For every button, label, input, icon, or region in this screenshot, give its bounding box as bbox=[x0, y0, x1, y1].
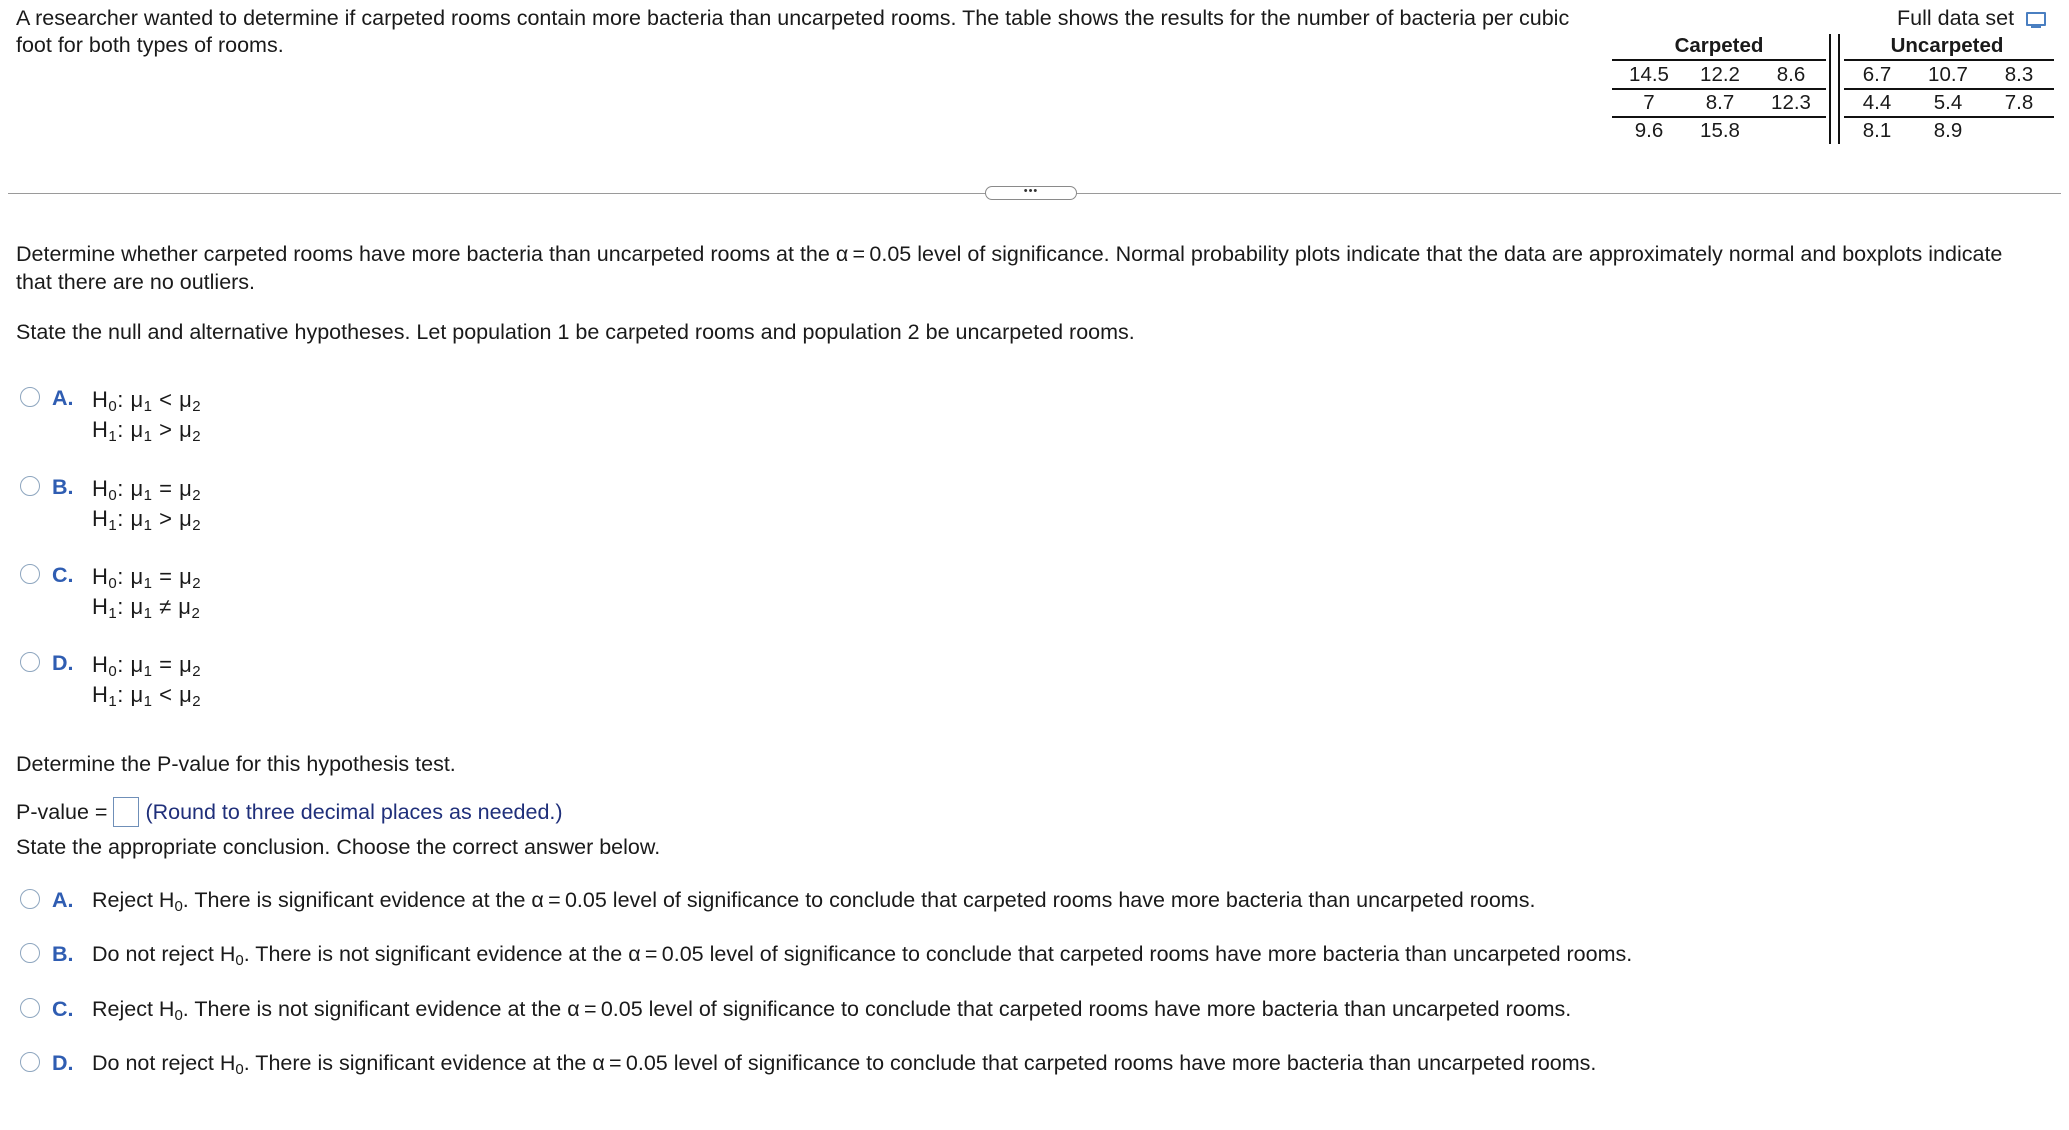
alt-relation: ≠ bbox=[159, 594, 172, 619]
question-text: Determine whether carpeted rooms have more bacteria than uncarpeted rooms at the α = 0.05 level of significance. Normal probability plots indicate that the data are approximately normal and boxplots indicate that there are no outliers. bbox=[16, 242, 2003, 294]
option-text: Do not reject $H_0$. There is significant evidence at the α = 0.05 level of significance to conclude that carpeted rooms have more bacteria than uncarpeted rooms. bbox=[92, 1051, 1597, 1078]
radio-button[interactable] bbox=[20, 943, 40, 963]
table-cell: 12.2 bbox=[1700, 63, 1740, 86]
alt-relation: < bbox=[159, 682, 173, 707]
conclusion-option-b[interactable] bbox=[20, 941, 1632, 967]
radio-button[interactable] bbox=[20, 476, 40, 496]
radio-button[interactable] bbox=[20, 387, 40, 407]
null-relation: = bbox=[159, 476, 173, 501]
option-text: Reject $H_0$. There is not significant evidence at the α = 0.05 level of significance to conclude that carpeted rooms have more bacteria than uncarpeted rooms. bbox=[92, 997, 1572, 1024]
full-data-set-link[interactable] bbox=[1897, 5, 2046, 32]
radio-button[interactable] bbox=[20, 652, 40, 672]
option-letter: C. bbox=[52, 997, 74, 1021]
pvalue-row bbox=[16, 797, 563, 827]
table-rule bbox=[1612, 116, 1826, 118]
option-letter: A. bbox=[52, 386, 74, 410]
table-cell: 9.6 bbox=[1634, 119, 1664, 142]
pvalue-prompt: Determine the P-value for this hypothesis test. bbox=[16, 752, 456, 776]
pvalue-input[interactable] bbox=[113, 797, 139, 827]
table-cell: 8.7 bbox=[1705, 91, 1735, 114]
table-cell: 6.7 bbox=[1862, 63, 1892, 86]
option-letter: B. bbox=[52, 475, 74, 499]
table-cell: 14.5 bbox=[1629, 63, 1669, 86]
table-double-rule bbox=[1838, 34, 1840, 144]
hypothesis-option-d[interactable] bbox=[20, 650, 201, 710]
null-relation: < bbox=[159, 387, 173, 412]
table-cell: 7.8 bbox=[2004, 91, 2034, 114]
pvalue-label: P-value = bbox=[16, 800, 108, 824]
full-data-set-label: Full data set bbox=[1897, 6, 2015, 30]
problem-intro: A researcher wanted to determine if carpeted rooms contain more bacteria than uncarpeted rooms. The table shows the results for the number of bacteria per cubic foot for both types of rooms. bbox=[16, 6, 1570, 57]
hypothesis-pair: $H_0$: $\mu_1 = \mu_2$ $H_1$: $\mu_1 < \mu_2$ bbox=[92, 652, 202, 710]
table-cell: 5.4 bbox=[1933, 91, 1963, 114]
hypothesis-pair: $H_0$: $\mu_1 = \mu_2$ $H_1$: $\mu_1 \ne \mu_2$ bbox=[92, 564, 202, 622]
carpeted-header: Carpeted bbox=[1674, 34, 1764, 57]
popout-window-icon[interactable] bbox=[2024, 8, 2046, 30]
option-letter: C. bbox=[52, 563, 74, 587]
uncarpeted-header: Uncarpeted bbox=[1890, 34, 2004, 57]
hypotheses-prompt: State the null and alternative hypotheses. Let population 1 be carpeted rooms and population 2 be uncarpeted rooms. bbox=[16, 320, 1135, 344]
table-cell: 8.3 bbox=[2004, 63, 2034, 86]
alt-relation: > bbox=[159, 506, 173, 531]
table-cell: 8.6 bbox=[1776, 63, 1806, 86]
hypothesis-pair: $H_0$: $\mu_1 = \mu_2$ $H_1$: $\mu_1 > \mu_2$ bbox=[92, 476, 202, 534]
radio-button[interactable] bbox=[20, 998, 40, 1018]
table-cell: 12.3 bbox=[1771, 91, 1811, 114]
option-letter: D. bbox=[52, 651, 74, 675]
conclusion-option-d[interactable] bbox=[20, 1050, 1596, 1076]
table-cell: 8.1 bbox=[1862, 119, 1892, 142]
table-rule bbox=[1844, 116, 2054, 118]
table-rule bbox=[1612, 88, 1826, 90]
conclusion-option-c[interactable] bbox=[20, 996, 1571, 1022]
option-letter: D. bbox=[52, 1051, 74, 1075]
table-cell: 15.8 bbox=[1700, 119, 1740, 142]
option-text: Do not reject $H_0$. There is not significant evidence at the α = 0.05 level of significance to conclude that carpeted rooms have more bacteria than uncarpeted rooms. bbox=[92, 942, 1633, 969]
hypothesis-option-b[interactable] bbox=[20, 474, 201, 534]
option-letter: B. bbox=[52, 942, 74, 966]
null-relation: = bbox=[159, 652, 173, 677]
radio-button[interactable] bbox=[20, 564, 40, 584]
table-cell: 4.4 bbox=[1862, 91, 1892, 114]
table-rule bbox=[1844, 88, 2054, 90]
rounding-hint: (Round to three decimal places as needed.) bbox=[145, 800, 563, 824]
option-text: Reject $H_0$. There is significant evidence at the α = 0.05 level of significance to conclude that carpeted rooms have more bacteria than uncarpeted rooms. bbox=[92, 888, 1536, 915]
table-cell: 8.9 bbox=[1933, 119, 1963, 142]
table-rule bbox=[1612, 59, 1826, 61]
option-letter: A. bbox=[52, 888, 74, 912]
conclusion-prompt: State the appropriate conclusion. Choose the correct answer below. bbox=[16, 835, 661, 859]
alt-relation: > bbox=[159, 417, 173, 442]
more-button[interactable]: ••• bbox=[985, 186, 1077, 200]
conclusion-option-a[interactable] bbox=[20, 887, 1535, 913]
table-cell: 7 bbox=[1643, 91, 1655, 114]
radio-button[interactable] bbox=[20, 1052, 40, 1072]
hypothesis-option-a[interactable] bbox=[20, 385, 201, 445]
null-relation: = bbox=[159, 564, 173, 589]
hypothesis-pair: $H_0$: $\mu_1 < \mu_2$ $H_1$: $\mu_1 > \mu_2$ bbox=[92, 387, 202, 445]
hypothesis-option-c[interactable] bbox=[20, 562, 201, 622]
radio-button[interactable] bbox=[20, 889, 40, 909]
table-rule bbox=[1844, 59, 2054, 61]
table-cell: 10.7 bbox=[1928, 63, 1968, 86]
table-double-rule bbox=[1829, 34, 1831, 144]
